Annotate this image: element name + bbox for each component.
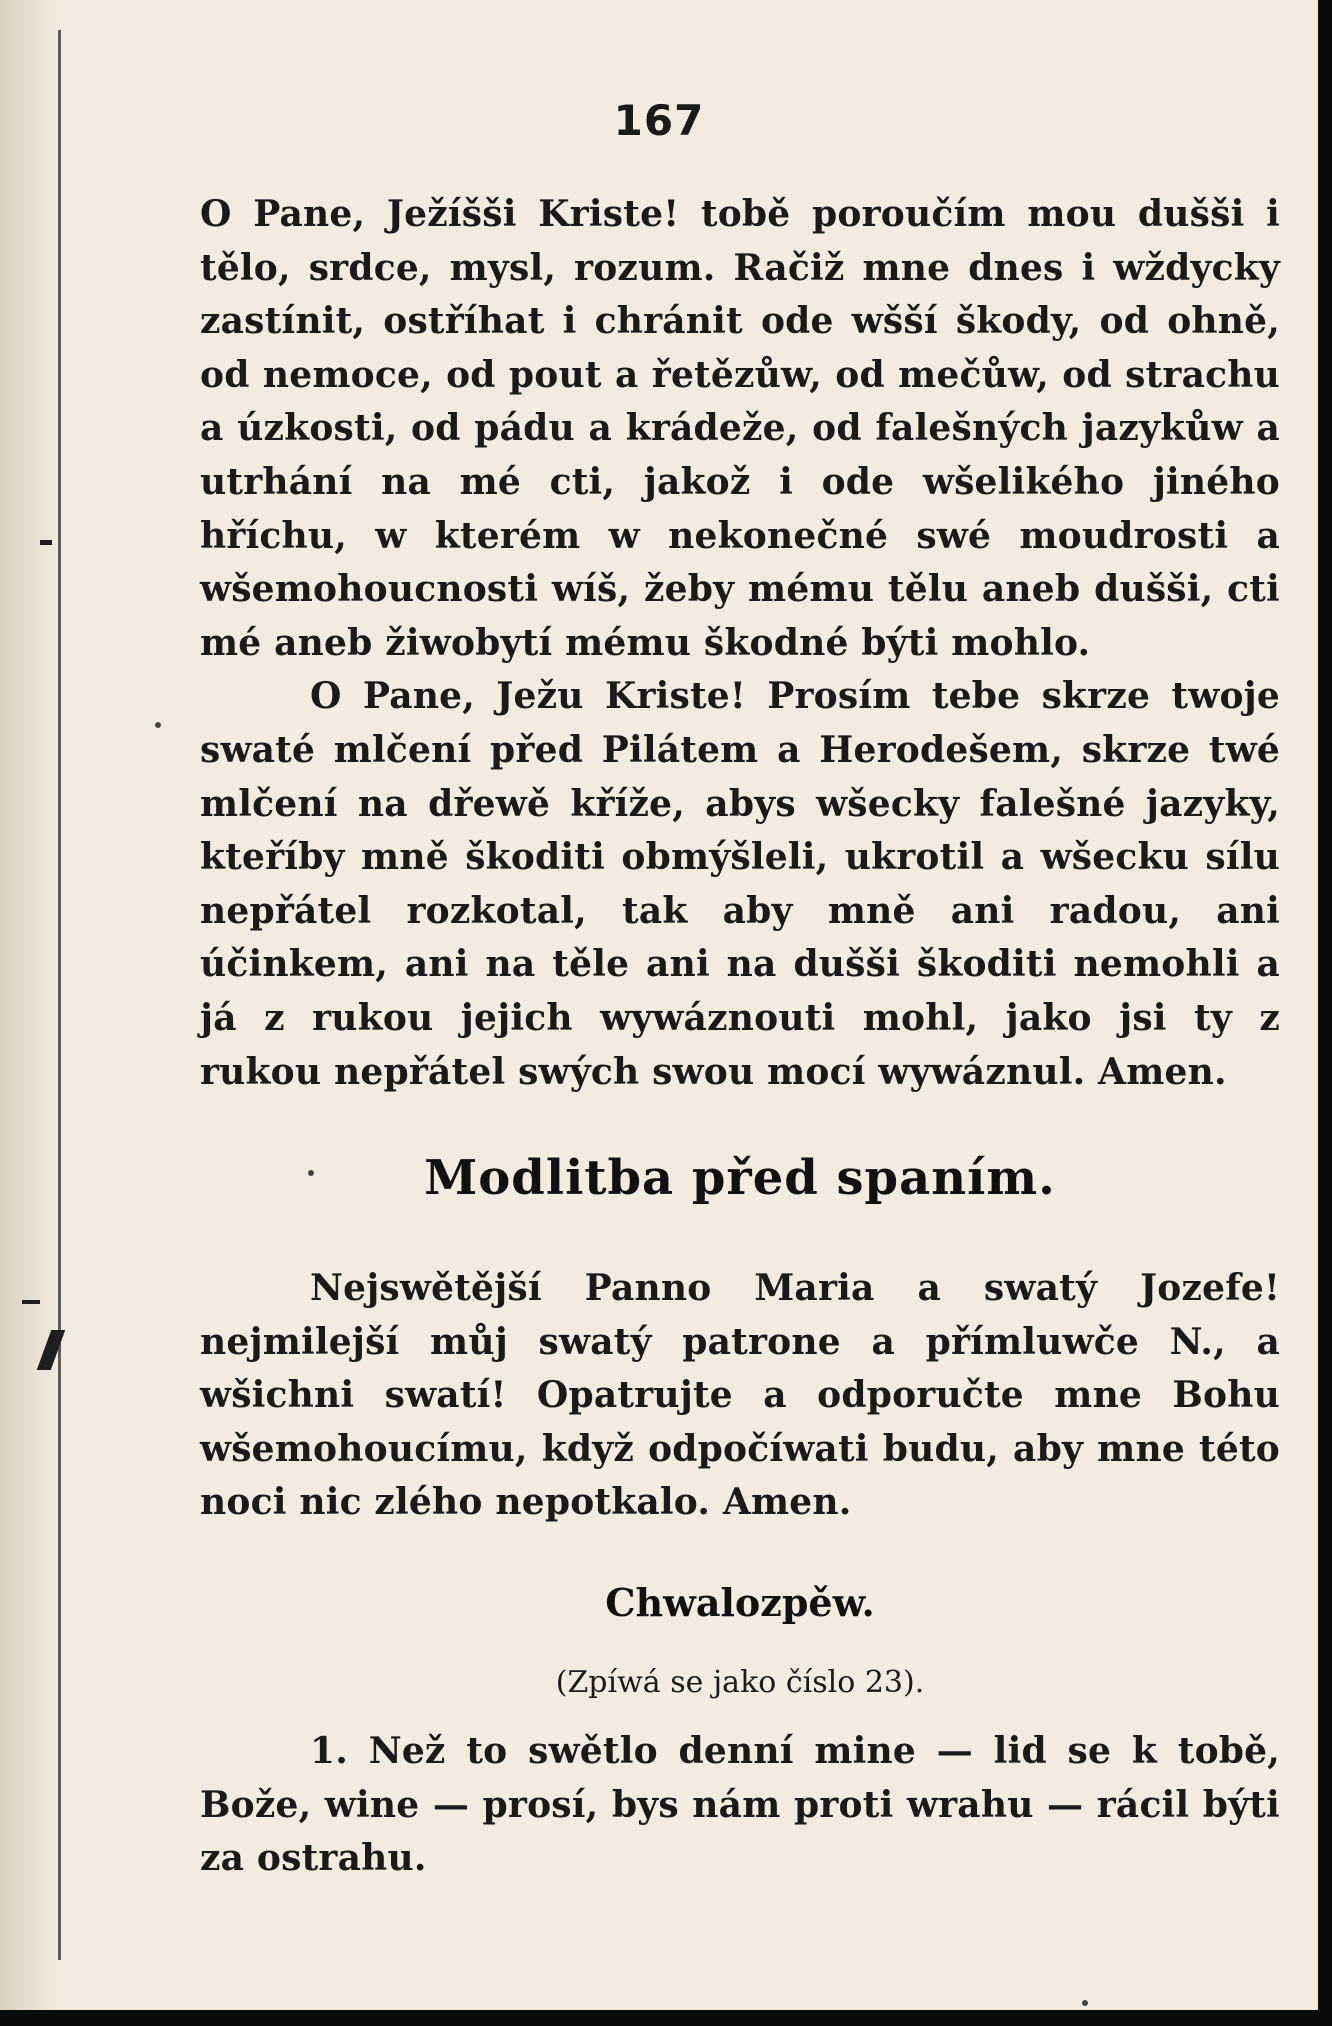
binding-edge-line [58,30,61,1960]
margin-mark [22,1300,40,1304]
ink-speck [308,1170,314,1176]
page-binding [0,0,64,2010]
ink-speck [1082,2000,1088,2006]
hymn-title: Chwalozpěw. [605,1580,875,1625]
hymn-melody-note: (Zpíwá se jako číslo 23). [555,1665,925,1700]
page-number: 167 [613,96,705,145]
prayer-block [200,188,1280,1099]
hymn-body [200,1725,1280,1886]
section-heading: Modlitba před spaním. [424,1150,1056,1206]
ink-speck [155,722,161,728]
evening-prayer-paragraph: Nejswětější Panno Maria a swatý Jozefe! nejmilejší můj swatý patrone a přímluwče N., a wšichni swatí! Opatrujte a odporučte mne Bohu wšemohoucímu, když odpočíwati budu, aby mne této noci nic zlého nepotkalo. Amen. [200,1267,1280,1524]
prayer-paragraph-1: O Pane, Ježíšši Kriste! tobě poroučím mou dušši i tělo, srdce, mysl, rozum. Račiž mne dnes i wždycky zastínit, ostříhat i chránit ode wšší škody, od ohně, od nemoce, od pout a řetězůw, od mečůw, od strachu a úzkosti, od pádu a krádeže, od falešných jazykůw a utrhání na mé cti, jakož i ode wšelikého jiného hříchu, w kterém w nekonečné swé moudrosti a wšemohoucnosti wíš, žeby mému tělu aneb dušši, cti mé aneb žiwobytí mému škodné býti mohlo. [200,193,1280,664]
hymn-verse-1: 1. Než to swětlo denní mine — lid se k tobě, Bože, wine — prosí, bys nám proti wrahu — rácil býti za ostrahu. [200,1730,1280,1880]
margin-mark [40,540,52,545]
prayer-paragraph-2: O Pane, Ježu Kriste! Prosím tebe skrze twoje swaté mlčení před Pilátem a Herodešem, skrze twé mlčení na dřewě kříže, abys wšecky falešné jazyky, kteříby mně škoditi obmýšleli, ukrotil a wšecku sílu nepřátel rozkotal, tak aby mně ani radou, ani účinkem, ani na těle ani na dušši škoditi nemohli a já z rukou jejich wywáznouti mohl, jako jsi ty z rukou nepřátel swých swou mocí wywáznul. Amen. [200,675,1280,1093]
section-body [200,1262,1280,1530]
